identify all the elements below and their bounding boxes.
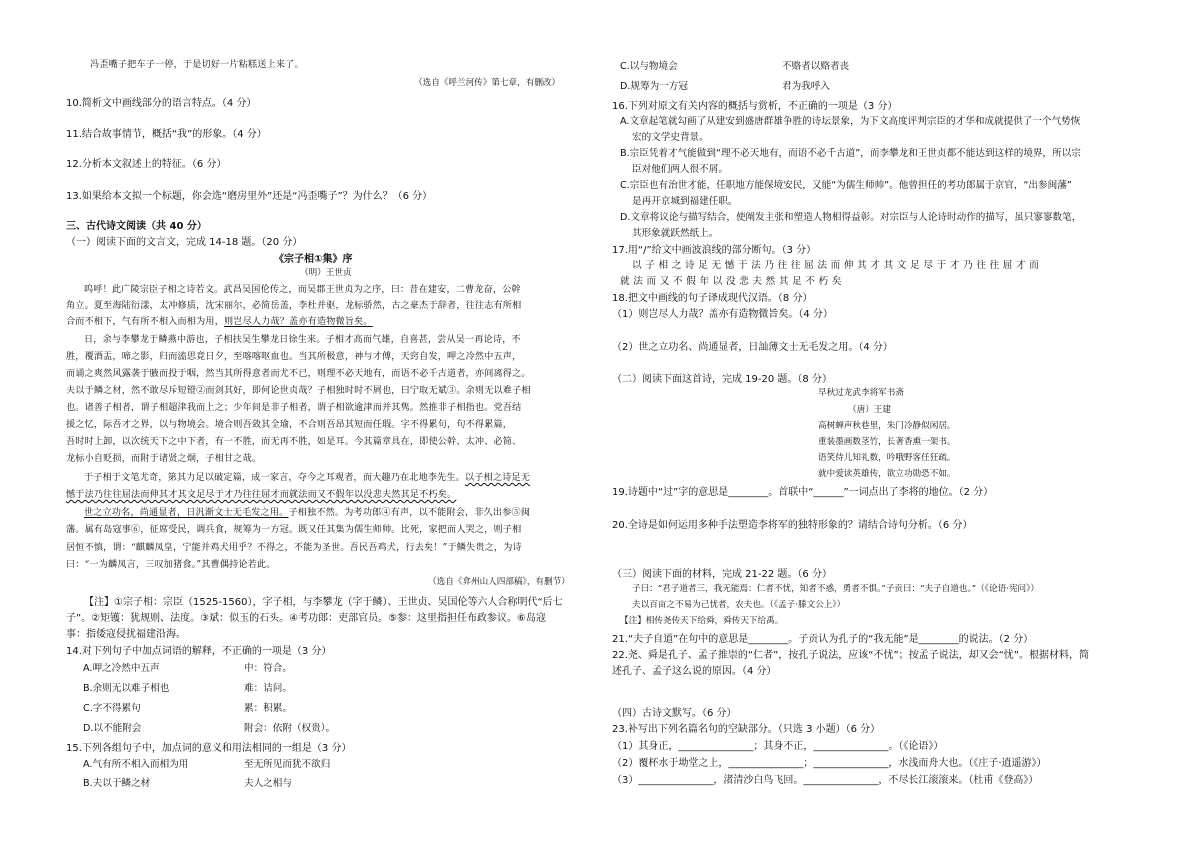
poem-line: 重装墨画数茎竹，长著香熏一架书。 <box>818 437 956 447</box>
option-text: C.宗臣也有治世才能，任职地方能保境安民，又能“为儒生师帅”。他曾担任的考功郎属于京官，“出参闽藩” <box>620 180 1072 191</box>
option-text: D.文章将议论与描写结合，使阐发主张和塑造人物相得益彰。对宗臣与人论诗时动作的描写，虽只寥寥数笔， <box>620 212 1082 223</box>
option-text: 臣对他们两人很不屑。 <box>632 164 728 175</box>
text-line: 而诵之爽然风露袭于腋而投于咽，然当其所得意者而尤不已，则理不必天地有，而语不必千古道者，亦间离得之。 <box>66 369 531 379</box>
wavy-underline-text: 憾于法乃往往屈法而伸其才其文足尽于才乃往往屈才而就法而又不假年以没悲夫然其足不朽矣。 <box>66 490 457 500</box>
poem-line: 就中爱读英雄传，欲立功勋恐不如。 <box>818 469 956 479</box>
intro-line: 冯歪嘴子把车子一停，于是切好一片粘糕送上来了。 <box>90 60 304 70</box>
text-line <box>84 505 530 518</box>
option-text: D.规筹为一方冠 <box>620 81 688 92</box>
note-line: 【注】①宗子相：宗臣（1525-1560），字子相，与李攀龙（字于鳞）、王世贞、吴国伦等六人合称明代“后七 <box>84 597 563 608</box>
poem-title: 早秋过龙武李将军书斋 <box>818 388 904 398</box>
material-line: 夫以百亩之不易为己忧者，农夫也。（《孟子·滕文公上》） <box>632 600 846 610</box>
poem-line: 高树蝉声秋巷里，朱门冷静似闲居。 <box>818 421 956 431</box>
text-line: 日，余与李攀龙于鳞燕中游也，子相扶吴生攀龙日徐生来。子相才高而气雄，自喜甚，尝从吴一再论诗，不 <box>84 335 521 345</box>
source-line: （选自《呼兰河传》第七章，有删改） <box>414 78 561 88</box>
text-line: 曰：“一为麟凤言，三叹加猪食。”其曹偶持论若此。 <box>66 560 276 570</box>
text-line: 援之忆，际吾才之界，以与物境会。境合则吾敛其全瑜，不合则吾昂其短而任瑕。字不得累句，句不得累篇， <box>66 420 513 430</box>
option-text: C.以与物境会 <box>620 61 678 72</box>
essay-author: （明）王世贞 <box>300 268 352 278</box>
question-17: 17.用“/”给文中画波浪线的部分断句。（3 分） <box>612 245 817 256</box>
material-line: 子曰：“君子道者三，我无能焉：仁者不忧，知者不惑，勇者不惧。”子贡曰：“夫子自道也。”（《论语·宪问》） <box>632 584 1040 594</box>
question-18: 18.把文中画线的句子译成现代汉语。（8 分） <box>612 293 813 304</box>
option-text: 夫人之相与 <box>244 778 292 789</box>
question-19: 19.诗题中“过”字的意思是________。首联中“______”一词点出了李将的地位。（2 分） <box>612 487 994 498</box>
text-line: 也。诸善子相者，谓子相超津我而上之；少年间是非子相者，谓子相欲逾津而并其隽。然推非子相指也。党吾结 <box>66 403 522 413</box>
question-23: 23.补写出下列名篇名句的空缺部分。（只选 3 小题）（6 分） <box>612 724 881 735</box>
option-text: A.呷之冷然中五声 <box>83 663 160 674</box>
text-line <box>84 470 530 483</box>
essay-title: 《宗子相①集》序 <box>274 254 353 265</box>
underlined-sentence: 世之立功名，尚通显者，日汎渐文士无毛发之用。 <box>84 508 289 518</box>
question-18-2: （2）世之立功名、尚通显者，日訕薄文士无毛发之用。（4 分） <box>612 342 893 353</box>
fill-blank-line: （1）其身正，_______________；其身不正，_______________。（《论语》） <box>612 741 944 752</box>
text-span: 子相独不然。为考功郎④有声，以不能附会，非久出参⑤闽 <box>288 508 531 518</box>
punctuation-text: 以 子 相 之 诗 足 无 憾 于 法 乃 往 往 屈 法 而 伸 其 才 其 文 足 尽 于 才 乃 往 往 屈 才 而 <box>632 260 1040 271</box>
option-text: 不赂者以赂者丧 <box>782 61 850 72</box>
question-22-cont: 述孔子、孟子这么说的原因。（4 分） <box>612 666 777 677</box>
text-line: 吾时时上卸，以次统天下之中下者，有一不胜，而无再不胜，如是耳。今其篇章具在，即使公幹、太冲、必简、 <box>66 437 522 447</box>
question-13: 13.如果给本文拟一个标题，你会选“磨房里外”还是“冯歪嘴子”？为什么？（6 分） <box>66 191 433 202</box>
question-22: 22.尧、舜是孔子、孟子推崇的“仁者”，按孔子说法，应该“不忧”；按孟子说法，却又会“忧”。根据材料，简 <box>612 650 1089 661</box>
option-text: A.文章起笔就勾画了从建安到盛唐群雄争胜的诗坛景象，为下文高度评判宗臣的才华和成就提供了一个气势恢 <box>620 116 1081 127</box>
subsection-heading: （三）阅读下面的材料，完成 21-22 题。（6 分） <box>612 569 832 580</box>
option-text: D.以不能附会 <box>83 723 142 734</box>
option-text: 附会：依附（权贵）。 <box>244 723 336 734</box>
subsection-heading: （四）古诗文默写。（6 分） <box>612 708 737 719</box>
text-line: 龙标小自贬损，而附于诸贤之炯，子相甘之哉。 <box>66 454 262 464</box>
text-line <box>66 314 373 327</box>
option-text: B.夫以于鳞之材 <box>83 778 151 789</box>
option-text: B.宗臣凭着才气能做到“理不必天地有，而语不必千古道”，而李攀龙和王世贞都不能达到这样的境界，所以宗 <box>620 148 1081 159</box>
text-line: 藩。属有岛寇事⑥，征席受民，调兵食，规筹为一方冠。既又任其集为儒生师帅。比死，家把而人哭之，则子相 <box>66 525 522 535</box>
text-span: 于子相于文笔尤奇，第其力足以破定篇，成一家言，夺今之耳观者，而大趣乃在北地李先生。 <box>84 473 466 483</box>
fill-blank-line: （3）_______________，渚清沙白鸟飞回。_______________，不尽长江滚滚来。（杜甫《登高》） <box>612 775 1039 786</box>
note-line: 事：指倭寇侵扰福建沿海。 <box>66 629 186 640</box>
question-11: 11.结合故事情节，概括“我”的形象。（4 分） <box>66 129 267 140</box>
option-text: 其形象就跃然纸上。 <box>632 228 719 239</box>
option-text: 难：诘问。 <box>244 683 292 694</box>
text-line: 角立。夏至海陆衍漾，太冲修质，沈宋丽尔，必简岳盖，李杜并驱，龙标骄然，古之豪杰于辞者，往往志有所相 <box>66 301 522 311</box>
material-note: 【注】相传尧传天下给舜，舜传天下给禹。 <box>620 616 784 626</box>
question-16: 16.下列对原文有关内容的概括与赏析，不正确的一项是（3 分） <box>612 101 898 112</box>
question-15: 15.下列各组句子中，加点词的意义和用法相同的一组是（3 分） <box>66 743 352 754</box>
source-line: （选自《弇州山人四部稿》，有删节） <box>428 577 570 587</box>
option-text: 累：积累。 <box>244 703 292 714</box>
option-text: A.气有所不相入而相为用 <box>83 759 189 770</box>
punctuation-text: 就 法 而 又 不 假 年 以 没 悲 夫 然 其 足 不 朽 矣 <box>620 276 842 287</box>
option-text: 宏的文学史背景。 <box>632 132 709 143</box>
question-21: 21.“夫子自道”在句中的意思是________。子贡认为孔子的“我无能”是________的说法。（2 分） <box>612 634 1034 645</box>
poem-author: （唐）王建 <box>848 405 891 415</box>
fill-blank-line: （2）覆杯水于坳堂之上，_______________；_______________，水浅而舟大也。（《庄子·逍遥游》） <box>612 758 1047 769</box>
question-18-1: （1）则岂尽人力哉？盖亦有造物微旨矣。（4 分） <box>612 309 833 320</box>
note-line: 子”。②矩镬：犹规则、法度。③斌：似玉的石头。④考功郎：吏部官员。⑤参：这里指担任布政参议。⑥岛寇 <box>66 613 547 624</box>
section-heading: 三、古代诗文阅读（共 40 分） <box>66 221 207 232</box>
underlined-sentence: 则岂尽人力哉？盖亦有造物微旨矣。 <box>224 317 373 327</box>
text-span: 合而不相下，气有所不相入而相为用， <box>66 317 224 327</box>
question-10: 10.简析文中画线部分的语言特点。（4 分） <box>66 98 257 109</box>
option-text: 中：符合。 <box>244 663 292 674</box>
question-20: 20.全诗是如何运用多种手法塑造李将军的独特形象的？请结合诗句分析。（6 分） <box>612 520 973 531</box>
poem-line: 语笑侍儿知礼数，吟哦野客任狂疏。 <box>818 453 956 463</box>
question-14: 14.对下列句子中加点词语的解释，不正确的一项是（3 分） <box>66 646 332 657</box>
subsection-heading: （二）阅读下面这首诗，完成 19-20 题。（8 分） <box>612 374 832 385</box>
option-text: B.余则无以难子相也 <box>83 683 170 694</box>
subsection-heading: （一）阅读下面的文言文，完成 14-18 题。（20 分） <box>66 237 303 248</box>
text-line: 居恒不慎，谓：“麒麟凤皇，宁能并鸡犬用乎？不得之，不能为圣世。吾民吾鸡犬，行去矣！”于鳞失贵之，为诗 <box>66 543 522 553</box>
text-line: 胜，覆酒盂，啼之影，归而溘思竟日夕，至喀喀呕血也。当其所极意，神与才傅，天窍自发，呷之冷然中五声， <box>66 352 522 362</box>
option-text: 是再开京城到福建任职。 <box>632 196 738 207</box>
text-line: 呜呼！此广陵宗臣子相之诗若文。武昌吴国伦传之，而吴郡王世贞为之序，曰：昔在建安，二曹龙奋，公幹 <box>84 285 521 295</box>
option-text: 至无所见而犹不欲归 <box>244 759 331 770</box>
option-text: 君为我呼入 <box>782 81 830 92</box>
wavy-underline-text: 以子相之诗足无 <box>465 473 531 483</box>
option-text: C.字不得累句 <box>83 703 141 714</box>
question-12: 12.分析本文叙述上的特征。（6 分） <box>66 159 227 170</box>
text-line: 夫以于鳞之材，然不敢尽斥短镫②而剑其好，即何论世贞哉？子相独时时不屑也，曰宁取无斌③。余则无以难子相 <box>66 386 531 396</box>
